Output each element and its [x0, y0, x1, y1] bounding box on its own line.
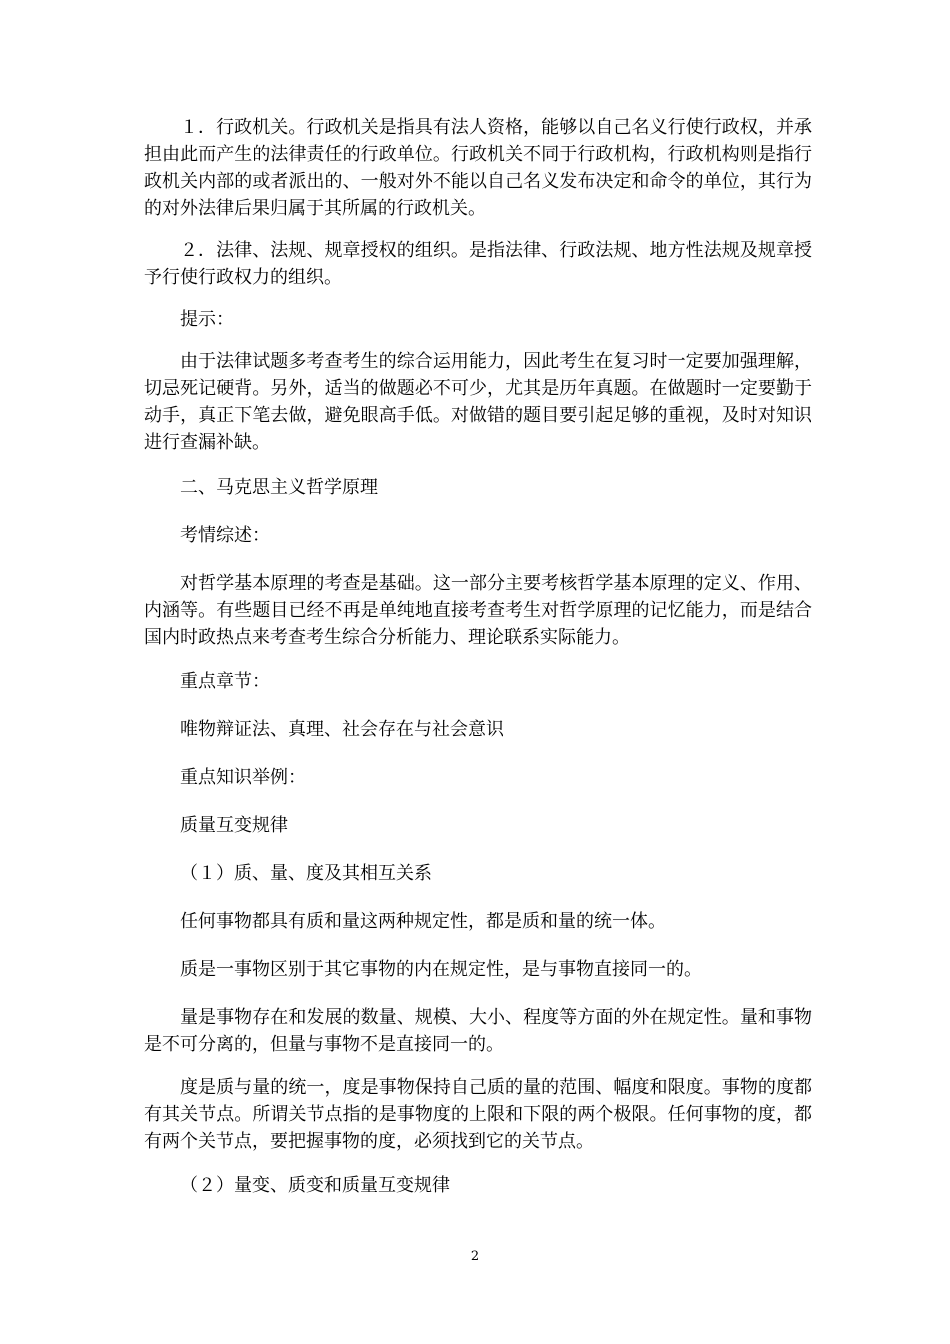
paragraph-key-knowledge-heading: 重点知识举例： [180, 767, 306, 788]
paragraph-administrative-organ: １．行政机关。行政机关是指具有法人资格，能够以自己名义行使行政权，并承担由此而产生的法律责任的行政单位。行政机关不同于行政机构，行政机构则是指行政机关内部的或者派出的、一般对外不能以自己名义发布决定和命令的单位，其行为的对外法律后果归属于其所属的行政机关。 [144, 117, 812, 219]
paragraph-subheading-2: （２）量变、质变和质量互变规律 [180, 1175, 450, 1196]
paragraph-quality-definition: 质是一事物区别于其它事物的内在规定性，是与事物直接同一的。 [180, 959, 702, 980]
paragraph-key-chapters-heading: 重点章节： [180, 671, 270, 692]
paragraph-subheading-1: （１）质、量、度及其相互关系 [180, 863, 432, 884]
paragraph-exam-overview-heading: 考情综述： [180, 525, 270, 546]
paragraph-unity-of-quality-quantity: 任何事物都具有质和量这两种规定性，都是质和量的统一体。 [180, 911, 666, 932]
section-heading-marxist-philosophy: 二、马克思主义哲学原理 [180, 477, 378, 498]
paragraph-degree-definition: 度是质与量的统一，度是事物保持自己质的量的范围、幅度和限度。事物的度都有其关节点。所谓关节点指的是事物度的上限和下限的两个极限。任何事物的度，都有两个关节点，要把握事物的度，必须找到它的关节点。 [144, 1077, 812, 1152]
paragraph-authorized-organization: ２．法律、法规、规章授权的组织。是指法律、行政法规、地方性法规及规章授予行使行政权力的组织。 [144, 240, 812, 288]
paragraph-quantity-definition: 量是事物存在和发展的数量、规模、大小、程度等方面的外在规定性。量和事物是不可分离的，但量与事物不是直接同一的。 [144, 1007, 812, 1055]
page-number: 2 [470, 1249, 480, 1264]
paragraph-tip-heading: 提示： [180, 309, 234, 330]
paragraph-quality-quantity-law: 质量互变规律 [180, 815, 288, 836]
paragraph-exam-overview-body: 对哲学基本原理的考查是基础。这一部分主要考核哲学基本原理的定义、作用、内涵等。有些题目已经不再是单纯地直接考查考生对哲学原理的记忆能力，而是结合国内时政热点来考查考生综合分析能力、理论联系实际能力。 [144, 573, 812, 648]
paragraph-tip-body: 由于法律试题多考查考生的综合运用能力，因此考生在复习时一定要加强理解，切忌死记硬背。另外，适当的做题必不可少，尤其是历年真题。在做题时一定要勤于动手，真正下笔去做，避免眼高手低。对做错的题目要引起足够的重视，及时对知识进行查漏补缺。 [144, 351, 812, 453]
paragraph-key-chapters-body: 唯物辩证法、真理、社会存在与社会意识 [180, 719, 504, 740]
